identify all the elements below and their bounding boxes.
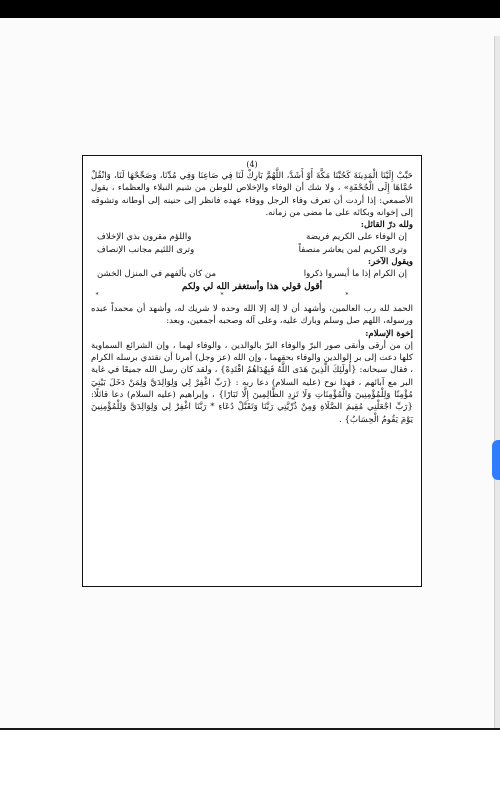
verse-2-first-half: وترى الكريم لمن يعاشر منصفاً (298, 244, 407, 255)
closing-line: أقول قولي هذا وأستغفر الله لي ولكم (181, 281, 323, 292)
second-khutba-opening: الحمد لله رب العالمين، وأشهد أن لا إله إلا الله وحده لا شريك له، وأشهد أن محمداً عبده ورسوله، اللهم صل وسلم وبارك عليه، وعلى آله وصحبه أجمعين، وبعد: (91, 303, 413, 327)
verse-3-first-half: إن الكرام إذا ما أيسروا ذكروا (303, 269, 407, 280)
top-bar (0, 0, 500, 18)
poet2-label: ويقول الآخر: (367, 257, 413, 268)
intro-paragraph: حَبِّبْ إِلَيْنَا الْمَدِينَةَ كَحُبِّنَا مَكَّةَ أَوْ أَشَدَّ، اللَّهُمَّ بَارِكْ لَنَا فِي صَاعِنَا وَفِي مُدِّنَا، وَصَحِّحْهَا لَنَا، وَانْقُلْ حُمَّاهَا إِلَى الْجُحْفَةِ» ، ولا شك أن الوفاء والإخلاص للوطن من شيم النبلاء والعظماء ، يقول الأصمعي: إذا أردت أن تعرف وفاء الرجل ووفاء عهده فانظر إلى حنينه إلى أوطانه وتشوقه إلى إخوانه وبكائه على ما مضى من زمانه. (91, 171, 413, 218)
verse-line-2 (91, 244, 413, 256)
verse-line-1 (91, 231, 413, 243)
verse-1-second-half: واللؤم مقرون بذي الإخلاف (97, 232, 192, 243)
viewer-right-edge (494, 36, 500, 746)
document-viewer[interactable] (0, 18, 500, 728)
verse-1-first-half: إن الوفاء على الكريم فريضة (306, 232, 407, 243)
verse-line-3 (91, 268, 413, 280)
brothers-heading: إخوة الإسلام: (365, 328, 413, 339)
bottom-blank-area (0, 730, 500, 800)
verse-3-second-half: من كان يألفهم في المنزل الخشن (97, 269, 217, 280)
body-paragraph: إن من أرقى وأنقى صور البرّ والوفاء البرّ بالوالدين ، والوفاء لهما ، وإن الشرائع السماوية كلها دعت إلى بر الوالدين والوفاء بحقهما ، وإن الله (عز وجل) أمرنا أن نقتدي برسله الكرام ، فقال سبحانه: {أُولَئِكَ الَّذِينَ هَدَى اللَّهُ فَبِهُدَاهُمُ اقْتَدِهْ} ، ولقد كان رسل الله جميعًا في غاية البر مع آبائهم ، فهذا نوح (عليه السلام) دعا ربه : {رَبِّ اغْفِرْ لِي وَلِوَالِدَيَّ وَلِمَنْ دَخَلَ بَيْتِيَ مُؤْمِنًا وَلِلْمُؤْمِنِينَ وَالْمُؤْمِنَاتِ وَلَا تَزِدِ الظَّالِمِينَ إِلَّا تَبَارًا} ، وإبراهيم (عليه السلام) دعا قائلًا: {رَبِّ اجْعَلْنِي مُقِيمَ الصَّلَاةِ وَمِنْ ذُرِّيَّتِي رَبَّنَا وَتَقَبَّلْ دُعَاءِ * رَبَّنَا اغْفِرْ لِي وَلِوَالِدَيَّ وَلِلْمُؤْمِنِينَ يَوْمَ يَقُومُ الْحِسَابُ} . (91, 340, 413, 425)
verse-2-second-half: وترى اللئيم مجانب الإنصاف (97, 244, 195, 255)
poet1-label: ولله درّ القائل: (360, 220, 413, 231)
separator-dots: * * * (95, 291, 409, 299)
document-page (82, 155, 422, 587)
scroll-handle[interactable] (492, 440, 500, 480)
page-number: (4) (246, 160, 258, 169)
